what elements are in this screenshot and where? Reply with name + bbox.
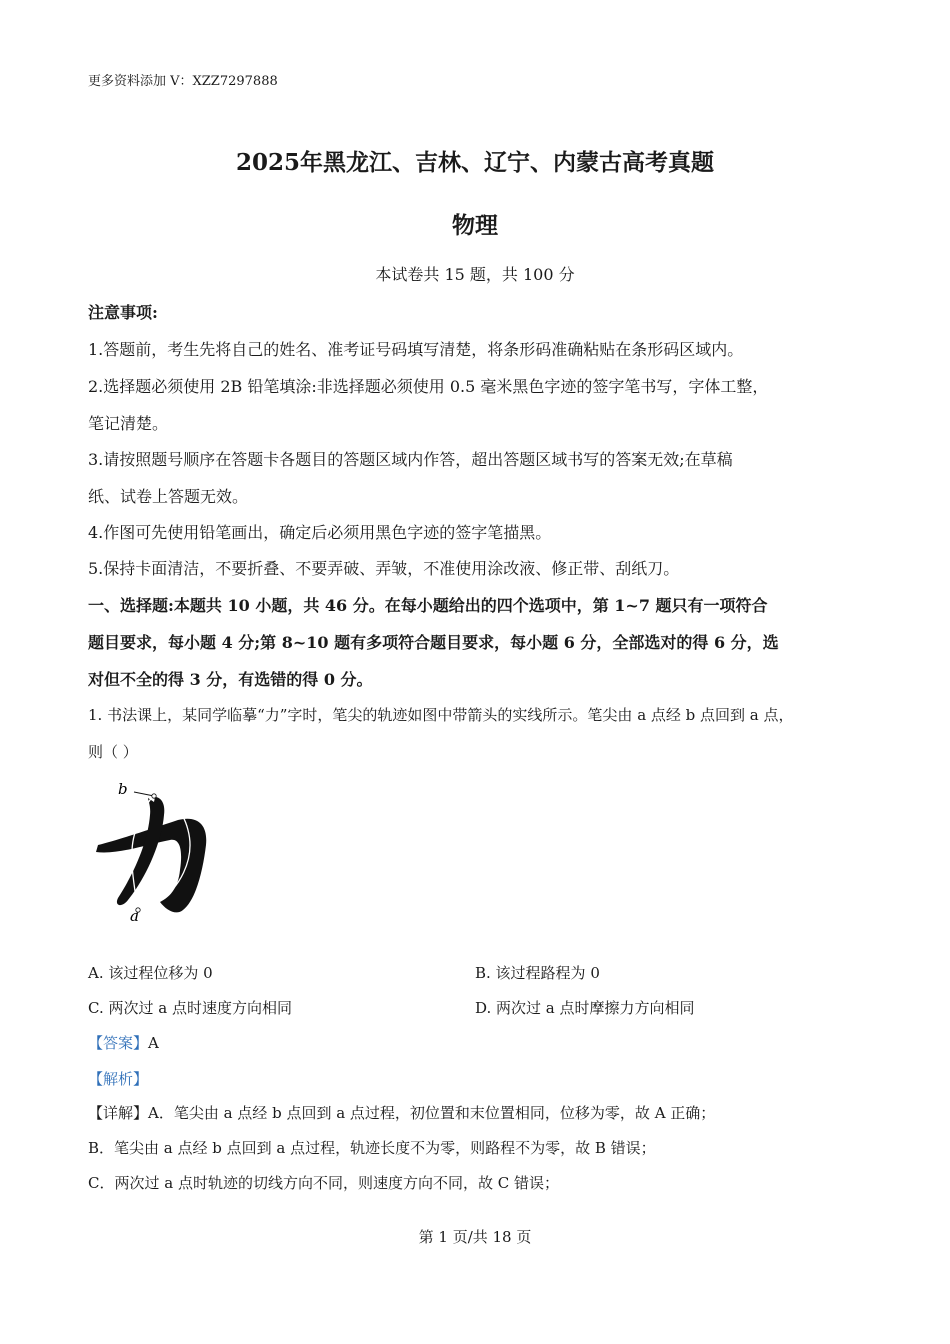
notice-item-4: 4.作图可先使用铅笔画出，确定后必须用黑色字迹的签字笔描黑。 — [88, 523, 552, 542]
detail-line-1: 【详解】A．笔尖由 a 点经 b 点回到 a 点过程，初位置和末位置相同，位移为零，故 A 正确； — [88, 1104, 716, 1122]
option-b: B. 该过程路程为 0 — [475, 964, 600, 982]
section-instruction-2: 题目要求，每小题 4 分;第 8~10 题有多项符合题目要求，每小题 6 分，全部选对的得 6 分，选 — [88, 633, 779, 652]
notice-item-2-cont: 笔记清楚。 — [88, 414, 169, 433]
option-d: D. 两次过 a 点时摩擦力方向相同 — [475, 999, 695, 1017]
subject-title: 物理 — [452, 212, 498, 239]
page-title: 2025年黑龙江、吉林、辽宁、内蒙古高考真题 — [235, 149, 714, 176]
analysis-tag: 【解析】 — [88, 1070, 149, 1088]
label-b-leader — [134, 792, 154, 796]
stroke-left-falling — [117, 797, 164, 905]
question-1-stem-cont: 则（ ） — [88, 743, 138, 761]
question-1-stem: 1. 书法课上，某同学临摹“力”字时，笔尖的轨迹如图中带箭头的实线所示。笔尖由 a 点经 b 点回到 a 点， — [88, 706, 794, 724]
notice-heading: 注意事项: — [88, 303, 158, 322]
exam-meta: 本试卷共 15 题，共 100 分 — [375, 265, 575, 284]
label-b: b — [118, 780, 128, 798]
section-instruction-3: 对但不全的得 3 分，有选错的得 0 分。 — [88, 670, 373, 689]
calligraphy-figure — [88, 770, 228, 934]
section-instruction-1: 一、选择题:本题共 10 小题，共 46 分。在每小题给出的四个选项中，第 1~7 题只有一项符合 — [88, 596, 768, 615]
notice-item-2: 2.选择题必须使用 2B 铅笔填涂:非选择题必须使用 0.5 毫米黑色字迹的签字笔书写，字体工整， — [88, 377, 769, 396]
detail-line-2: B．笔尖由 a 点经 b 点回到 a 点过程，轨迹长度不为零，则路程不为零，故 B 错误； — [88, 1139, 656, 1157]
page-footer: 第 1 页/共 18 页 — [418, 1228, 532, 1246]
notice-item-3-cont: 纸、试卷上答题无效。 — [88, 487, 249, 506]
detail-line-3: C．两次过 a 点时轨迹的切线方向不同，则速度方向不同，故 C 错误； — [88, 1174, 559, 1192]
option-c: C. 两次过 a 点时速度方向相同 — [88, 999, 292, 1017]
notice-item-3: 3.请按照题号顺序在答题卡各题目的答题区域内作答，超出答题区域书写的答案无效;在草稿 — [88, 450, 733, 469]
header-note: 更多资料添加 V：XZZ7297888 — [88, 74, 278, 89]
label-a: a — [130, 907, 139, 925]
notice-item-1: 1.答题前，考生先将自己的姓名、准考证号码填写清楚，将条形码准确粘贴在条形码区域内。 — [88, 340, 744, 359]
option-a: A. 该过程位移为 0 — [88, 964, 213, 982]
point-b — [152, 794, 156, 798]
notice-item-5: 5.保持卡面清洁，不要折叠、不要弄破、弄皱，不准使用涂改液、修正带、刮纸刀。 — [88, 559, 680, 578]
answer-line — [88, 1032, 159, 1053]
answer-tag: 【答案】 — [88, 1034, 149, 1052]
answer-value: A — [148, 1034, 159, 1052]
